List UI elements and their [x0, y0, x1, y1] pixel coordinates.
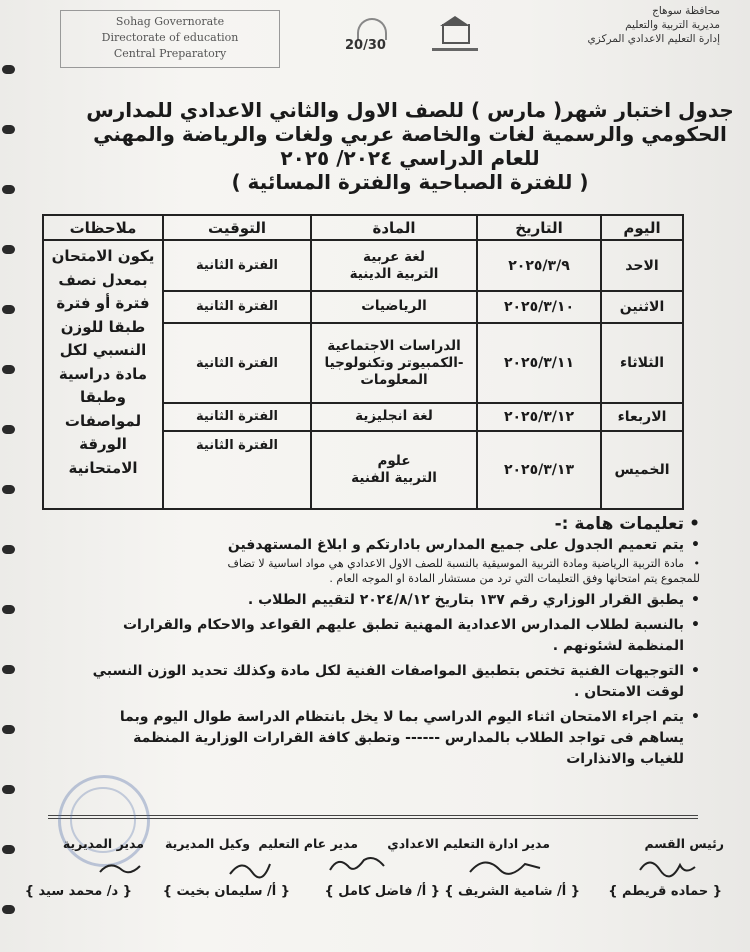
cell-date: ٢٠٢٥/٣/٩	[477, 240, 601, 291]
signature-name: { أ/ شامية الشريف }	[444, 884, 580, 899]
logo-arc-icon	[357, 18, 387, 40]
instruction-item: يساهم فى تواجد الطلاب بالمدارس ------ وتطبق كافة القرارات الوزارية المنظمة	[133, 730, 684, 746]
cell-date: ٢٠٢٥/٣/١٢	[477, 403, 601, 430]
vision-2030-logo	[345, 18, 405, 58]
document-title	[80, 98, 740, 194]
signature-name: { د/ محمد سيد }	[24, 884, 132, 899]
cell-notes	[43, 240, 163, 509]
instruction-item: • يتم تعميم الجدول على جميع المدارس بادارتكم و ابلاغ المستهدفين	[60, 535, 700, 556]
header-ar-line: محافظة سوهاج	[652, 5, 720, 17]
subject-line: -الكمبيوتر وتكنولوجيا	[324, 354, 464, 371]
arabic-header	[520, 4, 720, 46]
table-row	[43, 240, 683, 291]
signature-title: وكيل المديرية	[165, 836, 250, 851]
binder-hole	[2, 545, 15, 554]
subject-line: المعلومات	[360, 371, 428, 388]
header-en-line: Directorate of education	[101, 31, 239, 44]
subject-line: التربية الدينية	[349, 265, 439, 282]
title-line: الحكومي والرسمية لغات والخاصة عربي ولغات والرياضة والمهني	[93, 122, 727, 146]
notes-line: مادة دراسية	[58, 364, 148, 383]
notes-line: بمعدل نصف	[58, 270, 148, 289]
signature-name: { حماده قريطم }	[608, 884, 722, 899]
notes-line: وطبقا	[79, 388, 126, 407]
cell-day: الاربعاء	[601, 403, 683, 430]
exam-schedule-table	[42, 214, 684, 510]
title-line: ( للفترة الصباحية والفترة المسائية )	[231, 170, 589, 194]
instruction-item: لوقت الامتحان .	[574, 684, 684, 700]
title-line: جدول اختبار شهر( مارس ) للصف الاول والثاني الاعدادي للمدارس	[86, 98, 734, 122]
binder-hole	[2, 485, 15, 494]
cell-time: الفترة الثانية	[163, 431, 311, 509]
cell-day: الخميس	[601, 431, 683, 509]
header-date: التاريخ	[477, 215, 601, 240]
instructions-section	[60, 514, 700, 770]
instruction-item: • بالنسبة لطلاب المدارس الاعدادية المهنية تطبق عليهم القواعد والاحكام والقرارات	[60, 615, 700, 636]
binder-hole	[2, 665, 15, 674]
notes-line: لمواصفات	[64, 411, 142, 430]
binder-hole	[2, 605, 15, 614]
signature-name: { أ/ سليمان بخيت }	[162, 884, 290, 899]
notes-line: النسبي لكل	[59, 341, 147, 360]
header-time: التوقيت	[163, 215, 311, 240]
subject-line: الدراسات الاجتماعية	[327, 337, 461, 354]
binder-hole	[2, 725, 15, 734]
logo-text: 20/30	[345, 38, 386, 53]
binder-hole	[2, 185, 15, 194]
subject-line: علوم	[377, 452, 411, 469]
instruction-item: للغياب والانذارات	[566, 751, 684, 767]
signature-title: رئيس القسم	[644, 836, 724, 851]
signature-title: مدير ادارة التعليم الاعدادي	[387, 836, 550, 851]
cell-time: الفترة الثانية	[163, 323, 311, 403]
binder-hole	[2, 65, 15, 74]
signature-title: مدير عام التعليم	[258, 836, 358, 851]
signature-name: { أ/ فاضل كامل }	[324, 884, 440, 899]
instruction-item: • يطبق القرار الوزاري رقم ١٣٧ بتاريخ ٢٠٢٤/٨/١٢ لتقييم الطلاب .	[60, 590, 700, 611]
instruction-item: • التوجيهات الفنية تختص بتطبيق المواصفات الفنية لكل مادة وكذلك تحديد الوزن النسبي	[60, 661, 700, 682]
header-day: اليوم	[601, 215, 683, 240]
binder-hole	[2, 845, 15, 854]
english-header-box	[60, 10, 280, 68]
notes-line: يكون الامتحان	[51, 247, 155, 266]
binder-hole	[2, 365, 15, 374]
subject-line: التربية الفنية	[351, 469, 437, 486]
cell-date: ٢٠٢٥/٣/١٠	[477, 291, 601, 323]
binder-hole	[2, 305, 15, 314]
notes-line: فترة أو فترة	[56, 294, 150, 313]
binder-hole	[2, 785, 15, 794]
instruction-item: المنظمة لشئونهم .	[552, 638, 684, 654]
signature-title: مدير المديرية	[62, 836, 144, 851]
ministry-logo-icon	[430, 14, 480, 58]
header-ar-line: إدارة التعليم الاعدادي المركزي	[587, 33, 720, 45]
instruction-item: • مادة التربية الرياضية ومادة التربية الموسيقية بالنسبة للصف الاول الاعدادي هي مواد اساسية لا تضاف	[60, 556, 700, 571]
instruction-item: • يتم اجراء الامتحان اثناء اليوم الدراسي بما لا يخل بانتظام الدراسة طوال اليوم وبما	[60, 707, 700, 728]
header-en-line: Sohag Governorate	[115, 15, 225, 28]
binder-hole	[2, 245, 15, 254]
binder-hole	[2, 125, 15, 134]
cell-time: الفترة الثانية	[163, 240, 311, 291]
title-line: للعام الدراسي ٢٠٢٤/ ٢٠٢٥	[280, 146, 540, 170]
cell-time: الفترة الثانية	[163, 291, 311, 323]
cell-time: الفترة الثانية	[163, 403, 311, 430]
notes-line: طبقا للوزن	[60, 317, 146, 336]
instructions-heading: • تعليمات هامة :-	[60, 514, 700, 535]
cell-subject: الرياضيات	[311, 291, 477, 323]
binder-hole	[2, 905, 15, 914]
cell-day: الثلاثاء	[601, 323, 683, 403]
notes-line: الورقة	[79, 435, 127, 454]
cell-subject	[311, 323, 477, 403]
cell-subject	[311, 431, 477, 509]
cell-day: الاثنين	[601, 291, 683, 323]
instruction-item: للمجموع يتم امتحانها وفق التعليمات التي ترد من مستشار المادة او الموجه العام .	[329, 572, 700, 585]
binder-holes	[2, 20, 18, 950]
header-en-line: Central Preparatory	[113, 47, 227, 60]
table-header-row	[43, 215, 683, 240]
header-subject: المادة	[311, 215, 477, 240]
cell-subject	[311, 240, 477, 291]
notes-line: الامتحانية	[68, 458, 138, 477]
cell-subject: لغة انجليزية	[311, 403, 477, 430]
cell-date: ٢٠٢٥/٣/١٣	[477, 431, 601, 509]
header-notes: ملاحظات	[43, 215, 163, 240]
header-ar-line: مديرية التربية والتعليم	[625, 19, 720, 31]
cell-date: ٢٠٢٥/٣/١١	[477, 323, 601, 403]
binder-hole	[2, 425, 15, 434]
subject-line: لغة عربية	[363, 248, 425, 265]
cell-day: الاحد	[601, 240, 683, 291]
